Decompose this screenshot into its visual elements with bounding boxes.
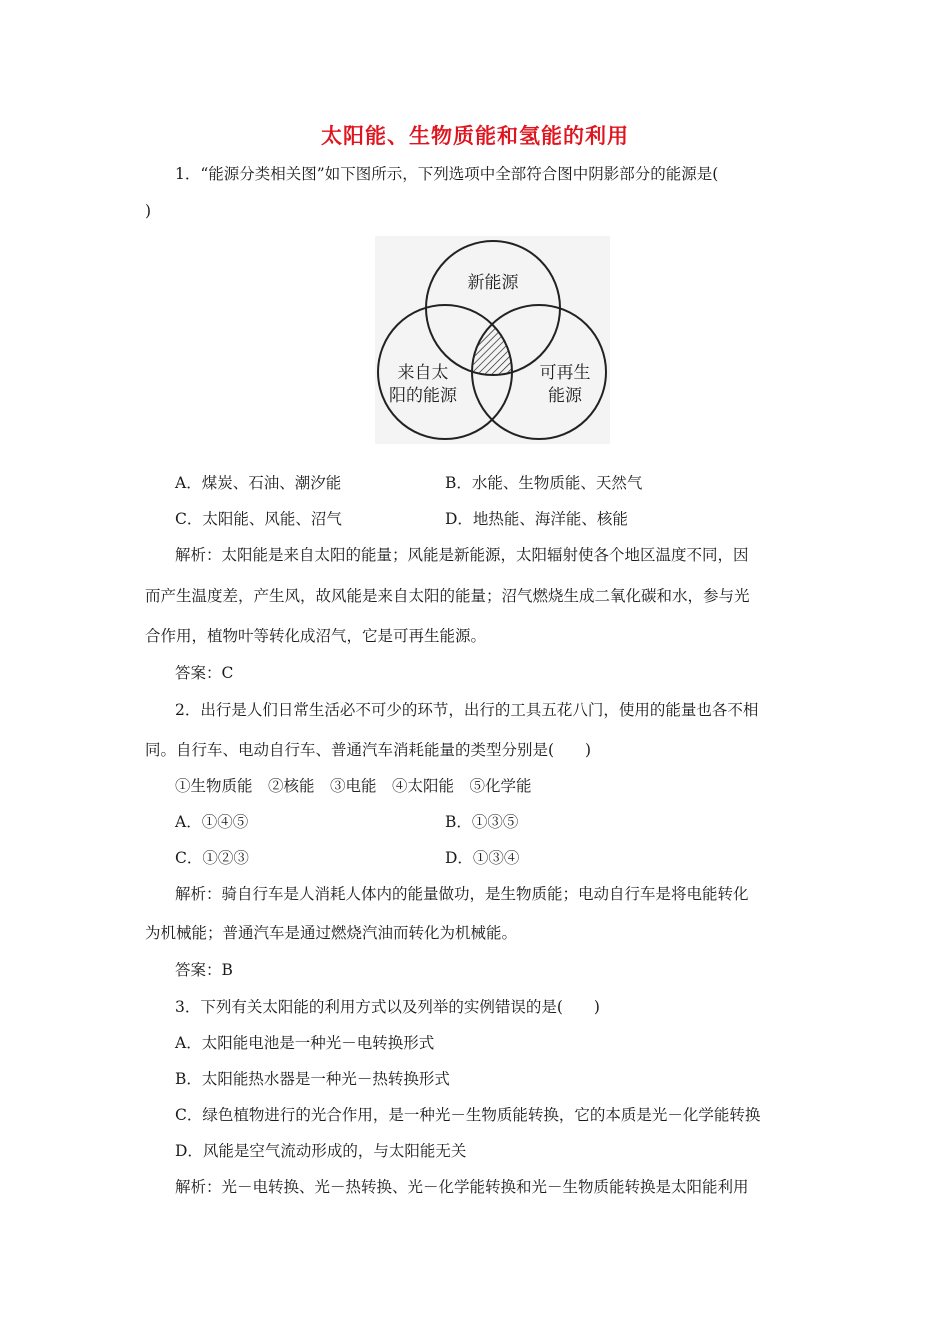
label-solar-line1: 来自太 [397,363,449,383]
q2-stem-line1: 2．出行是人们日常生活必不可少的环节，出行的工具五花八门，使用的能量也各不相 [175,701,759,719]
q2-option-c: C．①②③ [175,849,249,867]
q1-option-b: B．水能、生物质能、天然气 [445,474,643,492]
label-renewable-line1: 可再生 [539,363,591,383]
q2-answer: 答案：B [175,961,233,979]
q2-analysis-line1: 解析：骑自行车是人消耗人体内的能量做功，是生物质能；电动自行车是将电能转化 [175,885,749,903]
q2-option-d: D．①③④ [445,849,520,867]
q1-option-d: D．地热能、海洋能、核能 [445,510,628,528]
q1-analysis-line3: 合作用，植物叶等转化成沼气，它是可再生能源。 [145,627,487,645]
q2-stem-line2: 同。自行车、电动自行车、普通汽车消耗能量的类型分别是( ) [145,741,592,759]
venn-diagram [375,236,610,444]
q3-option-c: C．绿色植物进行的光合作用，是一种光－生物质能转换，它的本质是光－化学能转换 [175,1106,761,1124]
q2-option-b: B．①③⑤ [445,813,519,831]
q1-option-a: A．煤炭、石油、潮汐能 [175,474,342,492]
q1-analysis-line1: 解析：太阳能是来自太阳的能量；风能是新能源，太阳辐射使各个地区温度不同，因 [175,546,749,564]
q3-option-d: D．风能是空气流动形成的，与太阳能无关 [175,1142,467,1160]
q3-option-b: B．太阳能热水器是一种光－热转换形式 [175,1070,450,1088]
label-renewable-line2: 能源 [548,386,582,406]
q1-answer: 答案：C [175,664,234,682]
q3-stem: 3．下列有关太阳能的利用方式以及列举的实例错误的是( ) [175,998,600,1016]
q1-stem-line1: 1．“能源分类相关图”如下图所示，下列选项中全部符合图中阴影部分的能源是( [175,165,719,183]
q3-option-a: A．太阳能电池是一种光－电转换形式 [175,1034,435,1052]
q1-stem-line2: ) [145,202,152,220]
q2-choices: ①生物质能 ②核能 ③电能 ④太阳能 ⑤化学能 [175,777,532,795]
label-solar-line2: 阳的能源 [389,386,457,406]
page-title: 太阳能、生物质能和氢能的利用 [321,124,629,148]
q1-option-c: C．太阳能、风能、沼气 [175,510,342,528]
q2-analysis-line2: 为机械能；普通汽车是通过燃烧汽油而转化为机械能。 [145,924,518,942]
label-new-energy: 新能源 [467,273,519,293]
q2-option-a: A．①④⑤ [175,813,249,831]
q1-analysis-line2: 而产生温度差，产生风，故风能是来自太阳的能量；沼气燃烧生成二氧化碳和水，参与光 [145,587,750,605]
q3-analysis-line1: 解析：光－电转换、光－热转换、光－化学能转换和光－生物质能转换是太阳能利用 [175,1178,749,1196]
